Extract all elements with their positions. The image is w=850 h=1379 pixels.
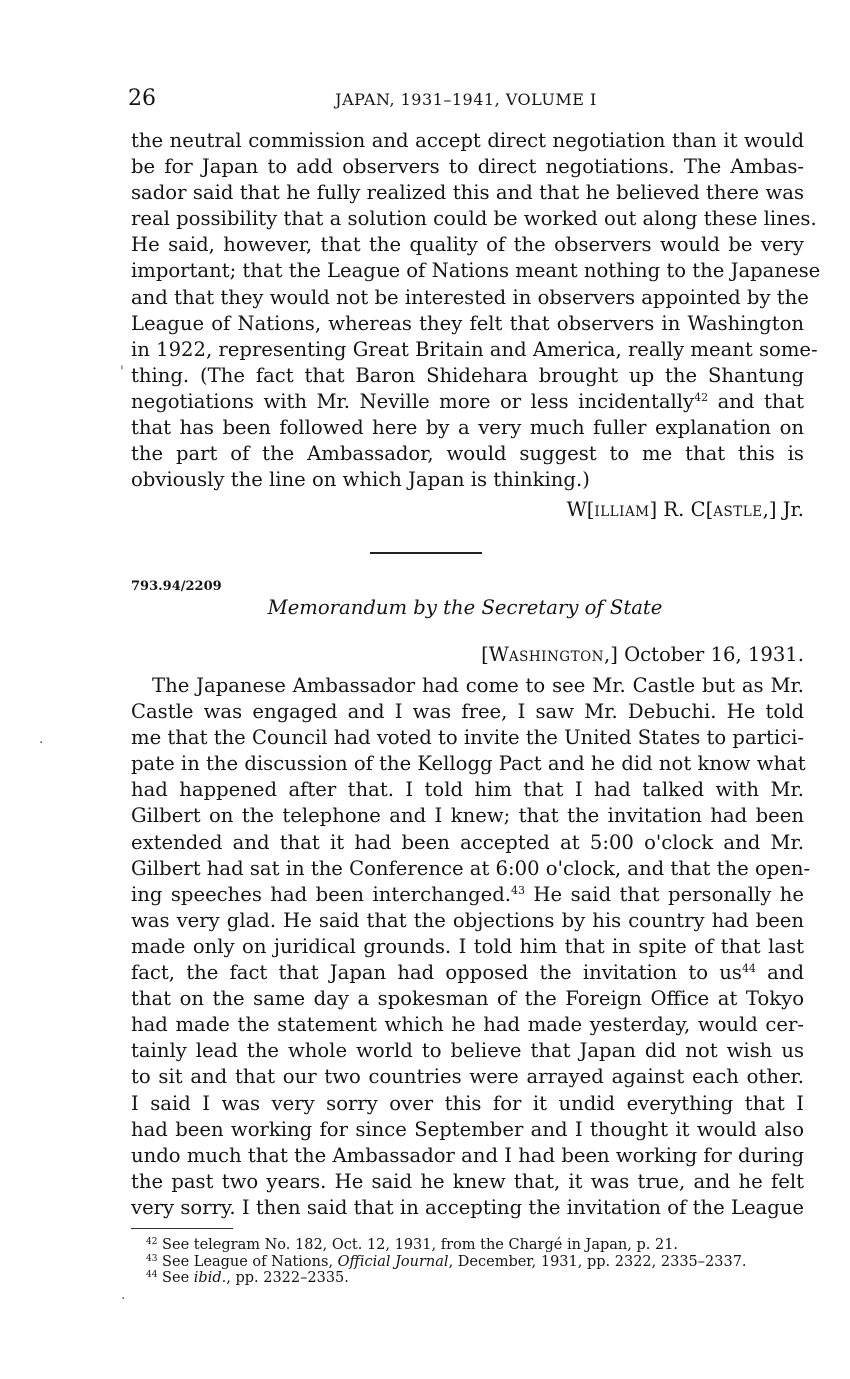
footnote-43: $^{43}$ See League of Nations, Official Journal, December, 1931, pp. 2322, 2335–2337. [146,1253,747,1270]
text-line: had been working for since September and I thought it would also [131,1117,804,1141]
text-line: that has been followed here by a very much fuller explanation on [131,416,804,440]
text-line: obviously the line on which Japan is thinking.) [131,468,590,492]
text-line: sador said that he fully realized this and that he believed there was [131,181,804,205]
signature-smallcaps: ILLIAM [594,504,650,520]
text-line: League of Nations, whereas they felt that observers in Washington [131,311,804,335]
footnotes [146,1237,747,1287]
scan-speck: ' [120,364,124,380]
journal-title: Official Journal [337,1253,449,1270]
scan-speck: · [121,1291,126,1307]
scan-speck: · [39,735,44,751]
text-line-with-footnote [131,960,804,986]
text-line: He said, however, that the quality of the observers would be very [131,233,804,257]
text-line: I said I was very sorry over this for it undid everything that I [131,1091,804,1115]
text-line: and that they would not be interested in observers appointed by the [131,285,809,309]
text-line: had happened after that. I told him that I had talked with Mr. [131,778,804,802]
footnote-marker: 42 [146,1237,158,1247]
text-line: very sorry. I then said that in accepting the invitation of the League [131,1195,804,1219]
signature: W[ILLIAM] R. C[ASTLE,] Jr. [566,498,804,521]
running-title: JAPAN, 1931–1941, VOLUME I [335,90,597,109]
text-line: important; that the League of Nations meant nothing to the Japanese [131,259,821,283]
footnote-marker: 44 [146,1270,158,1280]
text-line: was very glad. He said that the objections by his country had been [131,908,804,932]
line-text: and [755,961,804,985]
text-line: that on the same day a spokesman of the Foreign Office at Tokyo [131,987,804,1011]
line-text: ing speeches had been interchanged. [131,882,511,906]
running-header [128,86,804,114]
text-line: the part of the Ambassador, would suggest to me that this is [131,442,804,466]
text-line: extended and that it had been accepted at 5:00 o'clock and Mr. [131,830,804,854]
text-line: real possibility that a solution could be worked out along these lines. [131,207,817,231]
document-title: Memorandum by the Secretary of State [267,596,663,619]
footnote-42: $^{42}$ See telegram No. 182, Oct. 12, 1931, from the Chargé in Japan, p. 21. [146,1237,679,1253]
text-line: Gilbert on the telephone and I knew; that the invitation had been [131,804,804,828]
line-text: and that [708,389,804,413]
text-line: had made the statement which he had made yesterday, would cer- [131,1013,804,1037]
section-divider [370,552,482,554]
text-line: the neutral commission and accept direct negotiation than it would [131,129,804,152]
text-line: the past two years. He said he knew that, it was true, and he felt [131,1169,804,1193]
signature-smallcaps: ASTLE [713,504,763,520]
memorandum-body [131,673,811,1221]
place-smallcaps: ASHINGTON [508,649,604,665]
text-line: be for Japan to add observers to direct negotiations. The Ambas- [131,155,804,179]
line-text: fact, the fact that Japan had opposed the invitation to us [131,961,742,985]
text-line: undo much that the Ambassador and I had been working for during [131,1143,804,1167]
footnote-marker: 43 [146,1253,158,1264]
text-line-with-footnote [131,882,804,908]
footnote-44: $^{44}$ See ibid., pp. 2322–2335. [146,1270,349,1286]
text-line: tainly lead the whole world to believe that Japan did not wish us [131,1039,804,1063]
footnote-reference: 44 [741,962,756,976]
text-line: Castle was engaged and I was free, I saw Mr. Debuchi. He told [131,700,804,724]
text-line: to sit and that our two countries were arrayed against each other. [131,1065,804,1089]
line-text: He said that personally he [524,882,804,906]
ibid-abbreviation: ibid. [193,1270,227,1286]
file-number: 793.94/2209 [131,579,222,594]
text-line: Gilbert had sat in the Conference at 6:00 o'clock, and that the open- [131,856,811,880]
text-line: The Japanese Ambassador had come to see Mr. Castle but as Mr. [152,674,804,697]
text-line: me that the Council had voted to invite the United States to partici- [131,726,804,750]
footnote-reference: 43 [510,883,525,897]
text-line-with-footnote [131,389,804,415]
footnote-divider [131,1228,233,1229]
text-line: in 1922, representing Great Britain and America, really meant some- [131,337,818,361]
line-text: negotiations with Mr. Neville more or less incidentally [131,389,695,413]
text-line: made only on juridical grounds. I told him that in spite of that last [131,934,804,958]
footnote-reference: 42 [694,390,709,404]
page-number: 26 [128,86,156,111]
text-line: pate in the discussion of the Kellogg Pact and he did not know what [131,752,806,776]
paragraph-continued [131,128,821,493]
dateline: [WASHINGTON,] October 16, 1931. [481,643,804,666]
text-line: thing. (The fact that Baron Shidehara brought up the Shantung [131,363,804,387]
